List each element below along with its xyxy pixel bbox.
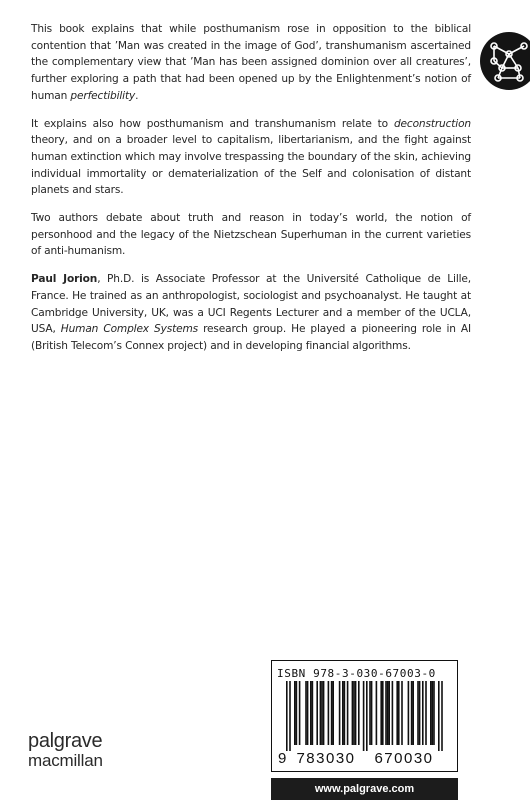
barcode-digit-first: 9 bbox=[278, 750, 287, 767]
publisher-website: www.palgrave.com bbox=[271, 778, 458, 800]
blurb-paragraph-3: Two authors debate about truth and reason in today’s world, the notion of personhood and the legacy of the Nietzschean Superhuman in the current varieties of anti-humanism. bbox=[31, 212, 471, 258]
isbn-label: ISBN 978-3-030-67003-0 bbox=[277, 667, 436, 680]
author-name: Paul Jorion bbox=[31, 273, 98, 286]
publisher-logo-line1: palgrave bbox=[28, 730, 103, 752]
publisher-logo-line2: macmillan bbox=[28, 751, 103, 770]
publisher-logo bbox=[28, 731, 103, 771]
series-emblem bbox=[480, 32, 530, 90]
blurb-paragraph-2: It explains also how posthumanism and transhumanism relate to deconstruction theory, and on a broader level to capitalism, libertarianism, and the fight against human extinction which may involve trespassing the boundary of the skin, achieving individual immortality or dematerialization of the Self and colonisation of distant planets and stars. bbox=[31, 117, 471, 197]
barcode-digits-right: 670030 bbox=[374, 750, 434, 767]
back-cover-text bbox=[31, 21, 471, 366]
barcode-graphic bbox=[272, 679, 456, 769]
blurb-paragraph-1: This book explains that while posthumanism rose in opposition to the biblical contention that ’Man was created in the image of God’, transhumanism ascertained the complementary view that ’Man has been assigned dominion over all creatures’, further exploring a path that had been opened up by the Enlightenment’s notion of human perfectibility. bbox=[31, 23, 471, 102]
author-bio: Paul Jorion, Ph.D. is Associate Professor at the Université Catholique de Lille, France. He trained as an anthropologist, sociologist and psychoanalyst. He taught at Cambridge University, UK, was a UCI Regents Lecturer and a member of the UCLA, USA, Human Complex Systems research group. He played a pioneering role in AI (British Telecom’s Connex project) and in developing financial algorithms. bbox=[31, 273, 471, 352]
network-nodes-icon bbox=[480, 32, 530, 90]
barcode-digits-left: 783030 bbox=[296, 750, 356, 767]
isbn-barcode bbox=[271, 660, 458, 772]
emphasis-deconstruction: deconstruction bbox=[393, 117, 471, 130]
emphasis-perfectibility: perfectibility bbox=[70, 89, 136, 102]
emphasis-group: Human Complex Systems bbox=[60, 323, 198, 336]
